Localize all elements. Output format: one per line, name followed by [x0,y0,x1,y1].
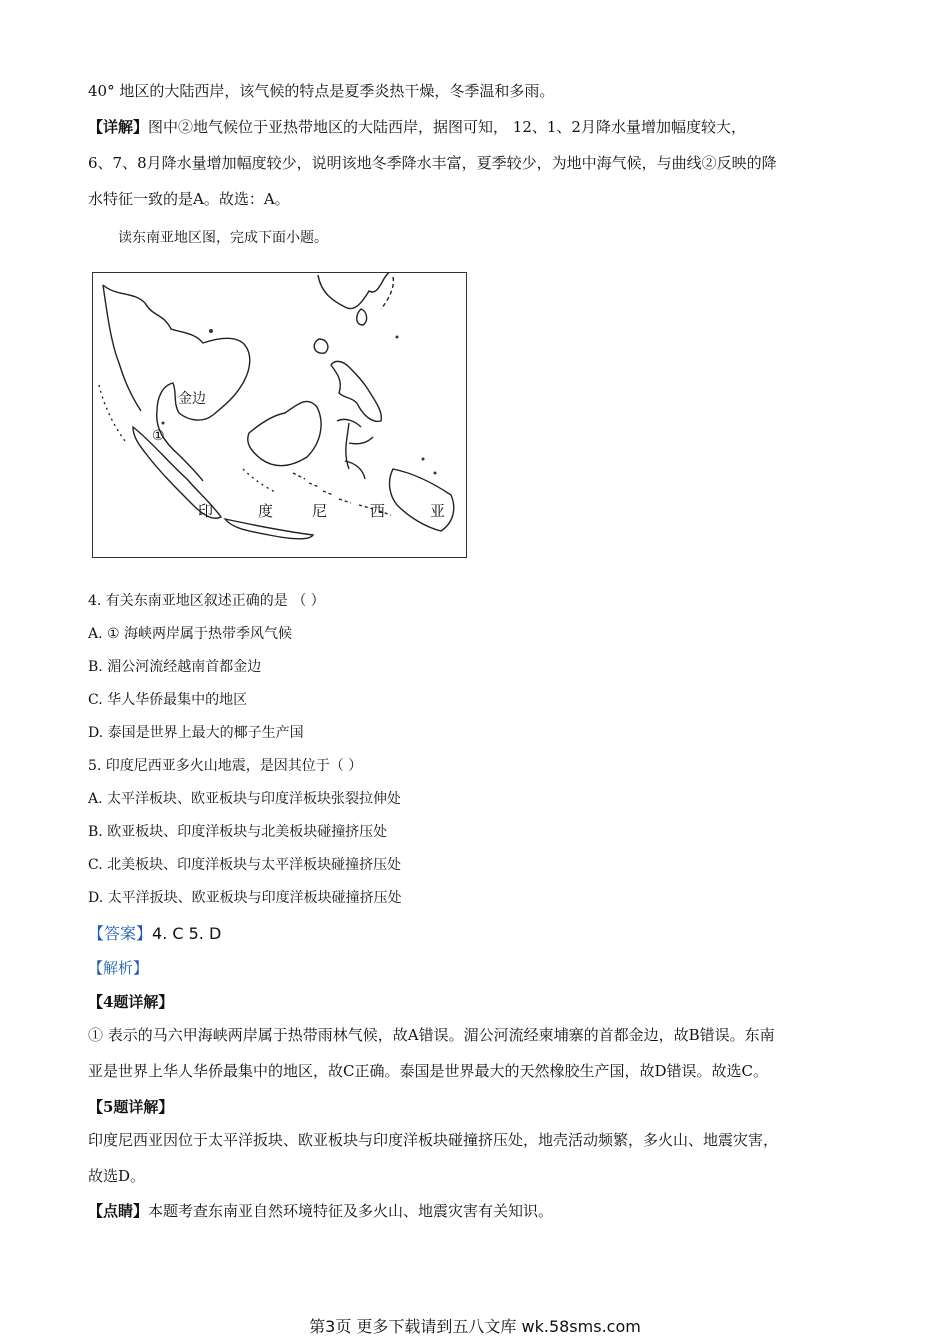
map-label-yin: 印 [198,502,214,520]
detail-4-line: ① 表示的马六甲海峡两岸属于热带雨林气候，故A错误。湄公河流经柬埔寨的首都金边，故B错误。东南 [88,1026,775,1044]
question-5-option-d: D. 太平洋扳块、欧亚板块与印度洋板块碰撞挤压处 [88,890,402,906]
map-label-xi: 西 [370,502,386,520]
map-label-du: 度 [258,502,274,520]
question-5-option-a: A. 太平洋板块、欧亚板块与印度洋板块张裂拉伸处 [88,791,402,807]
question-5-option-b: B. 欧亚板块、印度洋板块与北美板块碰撞挤压处 [88,824,388,840]
question-4-option-b: B. 湄公河流经越南首都金边 [88,659,262,675]
detail-4-tag: 【4题详解】 [88,993,174,1011]
detail-5-line: 故选D。 [88,1167,146,1185]
comment-text: 本题考查东南亚自然环境特征及多火山、地震灾害有关知识。 [148,1202,554,1220]
detail-5-tag: 【5题详解】 [88,1098,174,1116]
prev-answer-line: 40° 地区的大陆西岸，该气候的特点是夏季炎热干燥，冬季温和多雨。 [88,82,555,100]
answer-text: 4. C 5. D [152,924,222,943]
prev-detail-line: 水特征一致的是A。故选：A。 [88,190,290,208]
analysis-tag: 【解析】 [88,959,149,977]
southeast-asia-map [92,272,467,558]
question-5-stem: 5. 印度尼西亚多火山地震，是因其位于（ ） [88,758,363,774]
answer-tag: 【答案】 [88,924,153,943]
map-label-jinbian: 金边 [178,391,206,407]
question-4-stem: 4. 有关东南亚地区叙述正确的是 （ ） [88,593,325,609]
map-label-ni: 尼 [312,502,328,520]
question-4-option-a: A. ① 海峡两岸属于热带季风气候 [88,626,293,642]
detail-tag: 【详解】 [88,118,149,136]
detail-5-line: 印度尼西亚因位于太平洋扳块、欧亚板块与印度洋板块碰撞挤压处，地壳活动频繁，多火山、地震灾害， [88,1131,779,1149]
prev-detail-line [88,116,746,137]
question-5-option-c: C. 北美板块、印度洋板块与太平洋板块碰撞挤压处 [88,857,402,873]
comment-tag: 【点睛】 [88,1202,149,1220]
page-footer: 第3页 更多下载请到五八文库 wk.58sms.com [309,1317,641,1336]
question-4-option-c: C. 华人华侨最集中的地区 [88,692,248,708]
answer-line [88,921,221,944]
detail-text: 图中②地气候位于亚热带地区的大陆西岸，据图可知， 12、1、2月降水量增加幅度较大， [148,118,746,136]
question-4-option-d: D. 泰国是世界上最大的椰子生产国 [88,725,304,741]
map-label-marker: ① [152,428,165,444]
reading-intro: 读东南亚地区图，完成下面小题。 [118,230,328,246]
map-label-ya: 亚 [430,502,446,520]
detail-4-line: 亚是世界上华人华侨最集中的地区，故C正确。泰国是世界最大的天然橡胶生产国，故D错误。故选C。 [88,1062,768,1080]
prev-detail-line: 6、7、8月降水量增加幅度较少，说明该地冬季降水丰富，夏季较少，为地中海气候，与曲线②反映的降 [88,154,777,172]
comment-line [88,1200,553,1221]
